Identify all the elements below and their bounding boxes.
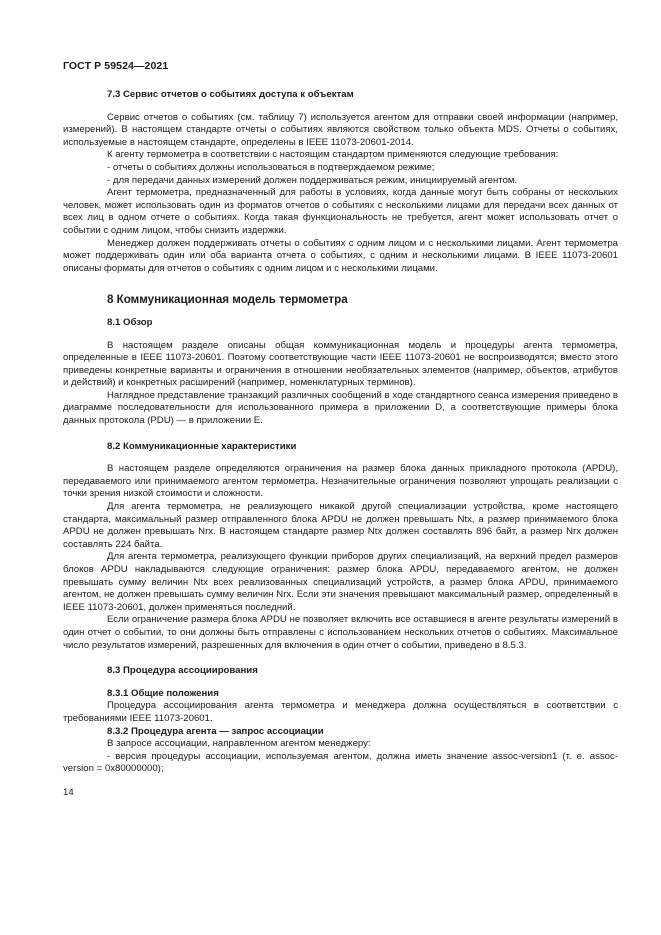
- paragraph: Агент термометра, предназначенный для работы в условиях, когда данные могут быть собраны от нескольких человек, может использовать один из форматов отчетов о событиях с несколькими лицами для передачи всех данных от всех лиц в одном отчете о событиях. Когда такая функциональность не требуется, агент может использовать отчет о событии с одним лицом, чтобы снизить издержки.: [63, 187, 618, 236]
- section-heading-8-2: 8.2 Коммуникационные характеристики: [107, 440, 297, 452]
- paragraph: Для агента термометра, не реализующего никакой другой специализации устройства, кроме настоящего стандарта, максимальный размер отправленного блока APDU не должен превышать Ntx, а размер принимаемого блока APDU не должен превышать Nrx. В настоящем стандарте размер Ntx должен составлять 896 байт, а размер Nrx должен составлять 224 байта.: [63, 501, 618, 550]
- section-heading-8-3-1: 8.3.1 Общие положения: [107, 687, 219, 699]
- paragraph: К агенту термометра в соответствии с настоящим стандартом применяются следующие требования:: [107, 149, 559, 161]
- section-heading-7-3: 7.3 Сервис отчетов о событиях доступа к объектам: [107, 89, 354, 100]
- paragraph: Наглядное представление транзакций различных сообщений в ходе стандартного сеанса измерения приведено в диаграмме последовательности для использованного примера в приложении D, а соответствующие примеры блока данных протокола (PDU) — в приложении E.: [63, 389, 618, 427]
- paragraph: В настоящем разделе описаны общая коммуникационная модель и процедуры агента термометра, определенные в IEEE 11073-20601. Поэтому соответствующие части IEEE 11073-20601 не воспроизводятся; вместо этого приведены конкретные варианты и ограничения в отношении необязательных элементов (например, объектов, атрибутов и действий) и конкретных расширений (например, номенклатурных терминов).: [63, 339, 618, 389]
- list-item: - для передачи данных измерений должен поддерживаться режим, инициируемый агентом.: [107, 174, 518, 186]
- section-heading-8-1: 8.1 Обзор: [107, 316, 153, 328]
- section-heading-8: 8 Коммуникационная модель термометра: [107, 293, 348, 307]
- section-heading-8-3: 8.3 Процедура ассоциирования: [107, 665, 258, 677]
- paragraph: Если ограничение размера блока APDU не позволяет включить все оставшиеся в агенте результаты измерений в один отчет о событии, то они должны быть отправлены с использованием нескольких отчетов о событиях. Максимальное число результатов измерений, разрешенных для включения в один отчет о событии, приведено в 8.5.3.: [63, 614, 618, 651]
- list-item: - отчеты о событиях должны использоваться в подтверждаемом режиме;: [107, 161, 435, 173]
- paragraph: Сервис отчетов о событиях (см. таблицу 7) используется агентом для отправки своей информации (например, измерений). В настоящем стандарте отчеты о событиях являются свойством только объекта MDS. Отчеты о событиях, используемые в настоящем стандарте, определены в IEEE 11073-20601-2014.: [63, 111, 618, 148]
- paragraph: Для агента термометра, реализующего функции приборов других специализаций, на верхний предел размеров блоков APDU накладываются следующие ограничения: размер блока APDU, передаваемого агентом, не должен превышать сумму величин Ntx всех реализованных специализаций устройств, а размер блока APDU, принимаемого агентом, не должен превышать сумму величин Nrx. Если эти значения превышают максимальный размер, определенный в IEEE 11073-20601, должен применяться последний.: [63, 551, 618, 613]
- page-number: 14: [63, 787, 74, 798]
- list-item: - версия процедуры ассоциации, используемая агентом, должна иметь значение assoc-version1 (т. е. assoc-version = 0x80000000);: [63, 750, 618, 775]
- section-heading-8-3-2: 8.3.2 Процедура агента — запрос ассоциации: [107, 725, 324, 737]
- paragraph: В запросе ассоциации, направленном агентом менеджеру:: [107, 738, 371, 750]
- standard-header: ГОСТ Р 59524—2021: [63, 60, 169, 72]
- paragraph: В настоящем разделе определяются ограничения на размер блока данных прикладного протокола (APDU), передаваемого или принимаемого агентом термометра. Незначительные ограничения позволяют упрощать реализации с точки зрения низкой стоимости и сложности.: [63, 463, 618, 500]
- document-body: [63, 89, 618, 776]
- paragraph: Менеджер должен поддерживать отчеты о событиях с одним лицом и с несколькими лицами. Агент термометра может поддерживать один или оба варианта отчета о событиях, с одним и несколькими лицами. В IEEE 11073-20601 описаны форматы для отчетов о событиях с одним лицом и с несколькими лицами.: [63, 237, 618, 274]
- paragraph: Процедура ассоциирования агента термометра и менеджера должна осуществляться в соответствии с требованиями IEEE 11073-20601.: [63, 700, 618, 724]
